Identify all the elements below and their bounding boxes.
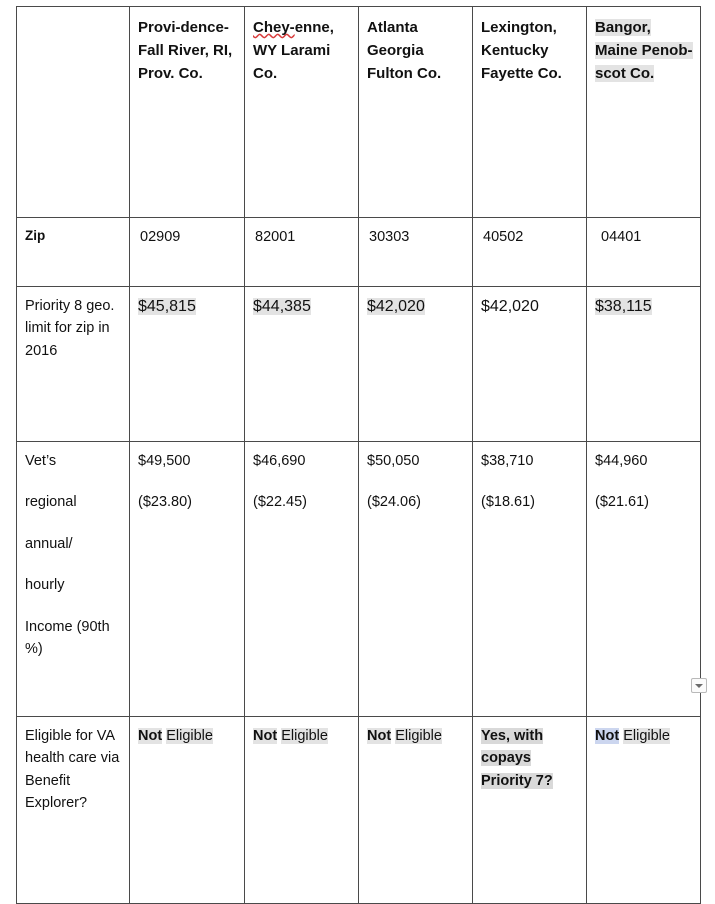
eligibility-providence [130, 717, 245, 904]
scroll-down-handle[interactable] [691, 678, 707, 693]
eligibility-atlanta-rest: Eligible [395, 728, 442, 744]
vet-income-lexington [473, 442, 587, 717]
comparison-table [16, 6, 701, 904]
table-row-vet-income [17, 442, 701, 717]
priority8-cheyenne: $44,385 [245, 287, 359, 442]
vet-label-line-3: annual/ [25, 535, 73, 552]
vet-label-line-4: hourly [25, 577, 65, 594]
zip-cheyenne: 82001 [245, 218, 359, 287]
header-text-bangor-part1: Bangor, Maine Penob- [595, 19, 693, 59]
eligibility-bangor-rest: Eligible [623, 728, 670, 744]
table-row-priority8 [17, 287, 701, 442]
zip-atlanta: 30303 [359, 218, 473, 287]
vet-hourly-providence: ($23.80) [138, 494, 193, 511]
header-cell-empty [17, 7, 130, 218]
eligibility-lexington-first: Yes, with copays Priority 7? [481, 728, 553, 789]
vet-annual-providence: $49,500 [138, 453, 191, 469]
table-row-eligibility [17, 717, 701, 904]
header-cell-atlanta [359, 7, 473, 218]
header-text-bangor-part2: scot Co. [595, 64, 655, 82]
zip-bangor: 04401 [587, 218, 701, 287]
vet-label-line-5: Income (90th %) [25, 618, 110, 658]
eligibility-cheyenne [245, 717, 359, 904]
eligibility-atlanta [359, 717, 473, 904]
row-label-zip: Zip [17, 218, 130, 287]
vet-income-providence [130, 442, 245, 717]
row-label-vet-income [17, 442, 130, 717]
eligibility-cheyenne-first: Not [253, 728, 278, 744]
priority8-providence: $45,815 [130, 287, 245, 442]
row-label-eligibility: Eligible for VA health care via Benefit Explorer? [17, 717, 130, 904]
header-text-atlanta: Atlanta Georgia Fulton Co. [367, 19, 442, 82]
table-row-zip [17, 218, 701, 287]
zip-providence: 02909 [130, 218, 245, 287]
eligibility-bangor [587, 717, 701, 904]
header-text-cheyenne-part2: enne, WY Larami Co. [253, 19, 334, 82]
header-text-providence: Provi-dence-Fall River, RI, Prov. Co. [138, 19, 233, 82]
document-page [0, 6, 715, 842]
vet-annual-lexington: $38,710 [481, 453, 534, 469]
vet-hourly-bangor: ($21.61) [595, 494, 650, 511]
vet-hourly-cheyenne: ($22.45) [253, 494, 308, 511]
priority8-lexington: $42,020 [473, 287, 587, 442]
priority8-atlanta: $42,020 [359, 287, 473, 442]
eligibility-providence-rest: Eligible [166, 728, 213, 744]
header-cell-providence [130, 7, 245, 218]
zip-lexington: 40502 [473, 218, 587, 287]
vet-annual-bangor: $44,960 [595, 453, 648, 469]
vet-income-atlanta [359, 442, 473, 717]
header-cell-cheyenne [245, 7, 359, 218]
table-header-row [17, 7, 701, 218]
priority8-bangor: $38,115 [587, 287, 701, 442]
eligibility-bangor-first: Not [595, 728, 620, 744]
vet-income-bangor [587, 442, 701, 717]
row-label-priority8: Priority 8 geo. limit for zip in 2016 [17, 287, 130, 442]
vet-hourly-lexington: ($18.61) [481, 494, 536, 511]
eligibility-atlanta-first: Not [367, 728, 392, 744]
header-cell-bangor [587, 7, 701, 218]
vet-label-line-1: Vet’s [25, 453, 57, 469]
eligibility-providence-first: Not [138, 728, 163, 744]
eligibility-cheyenne-rest: Eligible [281, 728, 328, 744]
eligibility-lexington [473, 717, 587, 904]
header-text-cheyenne-part1: Chey- [253, 19, 295, 36]
vet-hourly-atlanta: ($24.06) [367, 494, 422, 511]
vet-annual-atlanta: $50,050 [367, 453, 420, 469]
vet-label-line-2: regional [25, 494, 77, 511]
header-text-lexington: Lexington, Kentucky Fayette Co. [481, 19, 562, 82]
vet-annual-cheyenne: $46,690 [253, 453, 306, 469]
header-cell-lexington [473, 7, 587, 218]
vet-income-cheyenne [245, 442, 359, 717]
